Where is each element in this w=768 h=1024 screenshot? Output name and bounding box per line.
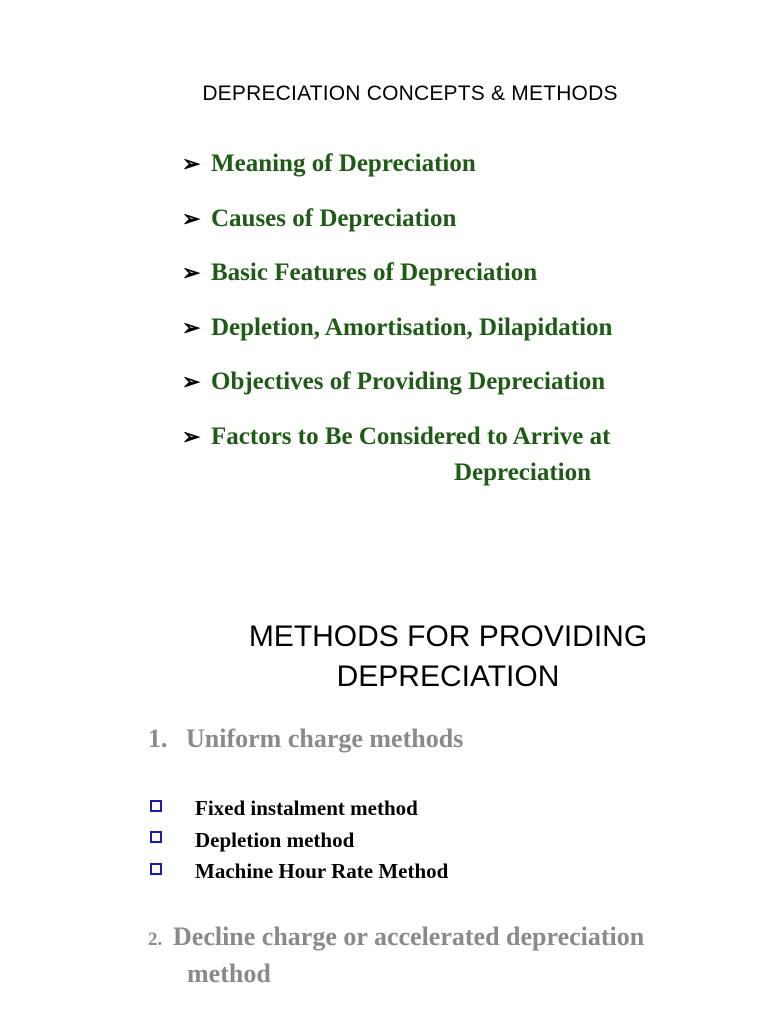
- method-group-label: Decline charge or accelerated depreciation: [173, 922, 645, 951]
- list-item: [182, 201, 752, 256]
- list-item: [182, 419, 752, 486]
- arrow-bullet-icon: ➢: [182, 423, 201, 449]
- topic-label: Basic Features of Depreciation: [211, 259, 538, 287]
- square-bullet-icon: [150, 800, 162, 812]
- list-item: [150, 825, 448, 857]
- arrow-bullet-icon: ➢: [182, 260, 201, 286]
- method-label: Fixed instalment method: [195, 796, 418, 821]
- list-item: [182, 146, 752, 201]
- topic-label: Objectives of Providing Depreciation: [211, 368, 606, 396]
- square-bullet-icon: [150, 831, 162, 843]
- method-group-number: 2.: [148, 929, 163, 950]
- section-title: [0, 617, 768, 697]
- method-label: Machine Hour Rate Method: [195, 859, 449, 884]
- topic-label: [211, 419, 752, 491]
- method-group-label: Uniform charge methods: [186, 724, 464, 753]
- list-item: [182, 255, 752, 310]
- method-label: Depletion method: [195, 827, 355, 852]
- method-group-label-continuation: method: [187, 959, 271, 988]
- method-group-number: 1.: [148, 724, 168, 753]
- arrow-bullet-icon: ➢: [182, 151, 201, 176]
- topic-label: Meaning of Depreciation: [211, 150, 476, 177]
- list-item: [150, 793, 448, 825]
- section-title-line: METHODS FOR PROVIDING: [248, 620, 648, 653]
- arrow-bullet-icon: ➢: [182, 314, 201, 340]
- list-item: [182, 310, 752, 365]
- topic-label: Causes of Depreciation: [211, 204, 457, 232]
- method-group-heading: [148, 920, 644, 991]
- list-item: [150, 856, 448, 888]
- topic-label-line: Factors to Be Considered to Arrive at: [211, 422, 611, 450]
- method-group-heading: [148, 724, 463, 754]
- arrow-bullet-icon: ➢: [182, 205, 201, 231]
- topic-label: Depletion, Amortisation, Dilapidation: [211, 313, 613, 341]
- square-bullet-icon: [150, 863, 162, 875]
- section-title-line: DEPRECIATION: [336, 660, 560, 693]
- arrow-bullet-icon: ➢: [182, 369, 201, 395]
- list-item: [182, 364, 752, 419]
- topic-list: [182, 146, 752, 486]
- page-title: DEPRECIATION CONCEPTS & METHODS: [202, 82, 618, 105]
- topic-label-continuation: Depreciation: [454, 458, 592, 486]
- method-list: [150, 793, 448, 888]
